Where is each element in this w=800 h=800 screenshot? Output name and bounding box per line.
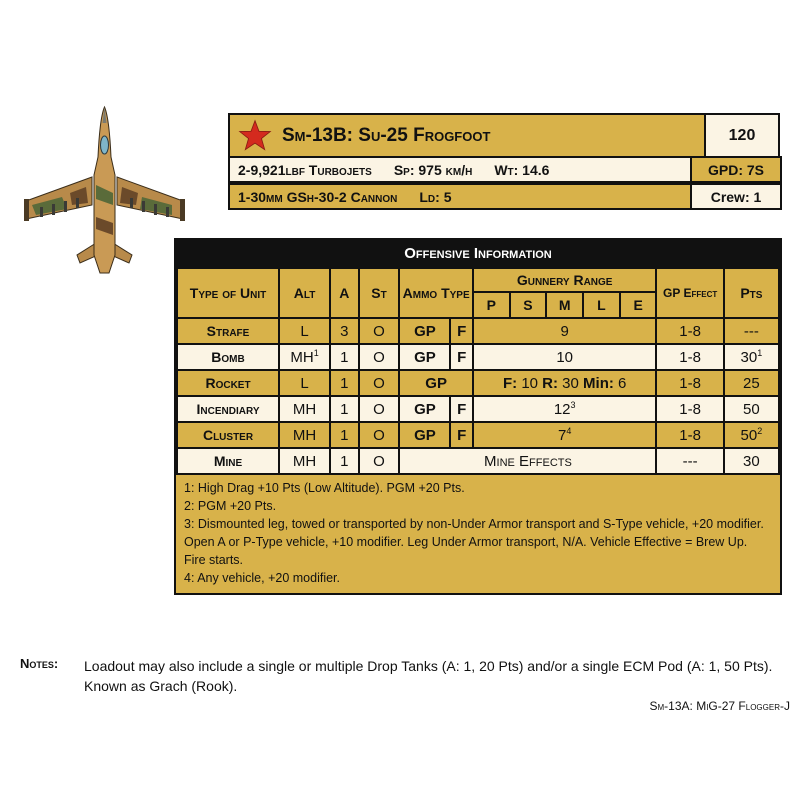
row-pts (724, 422, 779, 448)
row-range (473, 422, 657, 448)
weight-label: Wt: 14.6 (494, 161, 550, 178)
row-a: 1 (330, 344, 359, 370)
notes-text: Loadout may also include a single or multiple Drop Tanks (A: 1, 20 Pts) and/or a single ECM Pod (A: 1, 50 Pts). Known as Grach (Rook). (84, 658, 773, 694)
row-alt: MH (279, 448, 330, 474)
row-st: O (359, 318, 400, 344)
row-st: O (359, 396, 400, 422)
header-gp-effect: GP Effect (656, 268, 723, 318)
gun-label: 1-30mm GSh-30-2 Cannon (238, 188, 398, 205)
range-f-label: F: (502, 374, 518, 392)
range-col-e: E (620, 292, 657, 318)
header-st: St (359, 268, 400, 318)
row-alt: MH (279, 396, 330, 422)
row-mine-effects: Mine Effects (399, 448, 656, 474)
row-gp-effect: 1-8 (656, 422, 723, 448)
gun-loadout (228, 183, 692, 210)
footnote: 2: PGM +20 Pts. (184, 499, 277, 513)
row-range (473, 396, 657, 422)
engine-label: 2-9,921lbf Turbojets (238, 161, 372, 178)
row-range-value: 12 (553, 400, 571, 418)
aircraft-illustration (22, 105, 187, 277)
row-pts: 30 (724, 448, 779, 474)
table-row (177, 396, 779, 422)
footnote-ref: 4 (566, 425, 572, 436)
ld-label: Ld: 5 (419, 188, 452, 205)
row-alt (279, 344, 330, 370)
row-ammo-f: F (450, 344, 472, 370)
row-ammo-gp: GP (399, 344, 450, 370)
row-pts (724, 344, 779, 370)
row-a: 1 (330, 370, 359, 396)
row-pts: 25 (724, 370, 779, 396)
footnote: 4: Any vehicle, +20 modifier. (184, 571, 340, 585)
offensive-title: Offensive Information (176, 240, 780, 267)
offensive-information-panel (174, 238, 782, 595)
range-min-label: Min: (583, 374, 614, 392)
variant-reference: Sm-13A: MiG-27 Flogger-J (649, 699, 790, 713)
row-range: 10 (473, 344, 657, 370)
row-ammo-f: F (450, 422, 472, 448)
row-gp-effect: 1-8 (656, 344, 723, 370)
gpd-value: GPD: 7S (690, 156, 782, 183)
header-a: A (330, 268, 359, 318)
row-a: 1 (330, 422, 359, 448)
offensive-table (176, 267, 780, 475)
row-name: Strafe (177, 318, 279, 344)
engine-speed-weight (228, 156, 692, 183)
range-col-p: P (473, 292, 510, 318)
range-col-s: S (510, 292, 547, 318)
row-ammo-gp: GP (399, 370, 472, 396)
row-name: Cluster (177, 422, 279, 448)
footnote-ref: 1 (313, 347, 319, 358)
footnote: 1: High Drag +10 Pts (Low Altitude). PGM +20 Pts. (184, 481, 465, 495)
row-ammo-gp: GP (399, 318, 450, 344)
row-ammo-gp: GP (399, 396, 450, 422)
row-name: Incendiary (177, 396, 279, 422)
row-pts: 50 (724, 396, 779, 422)
unit-title-cell (228, 113, 706, 158)
row-ammo-gp: GP (399, 422, 450, 448)
footnote-ref: 1 (757, 347, 763, 358)
row-st: O (359, 448, 400, 474)
unit-header (228, 113, 782, 213)
row-range-value: 7 (557, 426, 567, 444)
row-gp-effect: --- (656, 448, 723, 474)
header-type-of-unit: Type of Unit (177, 268, 279, 318)
row-alt: L (279, 370, 330, 396)
row-range: 9 (473, 318, 657, 344)
range-r-value: 30 (562, 374, 579, 392)
row-a: 1 (330, 396, 359, 422)
range-r-label: R: (542, 374, 558, 392)
row-alt: MH (279, 422, 330, 448)
range-min-value: 6 (618, 374, 627, 392)
unit-cost: 120 (704, 113, 780, 158)
table-row (177, 318, 779, 344)
row-st: O (359, 344, 400, 370)
row-pts-value: 30 (740, 348, 758, 366)
row-ammo-f: F (450, 396, 472, 422)
speed-label: Sp: 975 km/h (393, 161, 473, 178)
row-st: O (359, 422, 400, 448)
table-row (177, 448, 779, 474)
row-gp-effect: 1-8 (656, 318, 723, 344)
row-gp-effect: 1-8 (656, 396, 723, 422)
footnote: 3: Dismounted leg, towed or transported by non-Under Armor transport and S-Type vehicle, +20 modifier. Open A or P-Type vehicle, +10 modifier. Leg Under Armor transport, N/A. Vehicle Effective = Brew Up. Fire starts. (184, 517, 764, 567)
row-a: 3 (330, 318, 359, 344)
row-pts-value: 50 (740, 426, 758, 444)
table-row (177, 344, 779, 370)
row-pts: --- (724, 318, 779, 344)
range-f-value: 10 (521, 374, 538, 392)
row-name: Bomb (177, 344, 279, 370)
notes-label: Notes: (20, 656, 59, 671)
row-a: 1 (330, 448, 359, 474)
range-col-m: M (546, 292, 583, 318)
row-st: O (359, 370, 400, 396)
crew-value: Crew: 1 (690, 183, 782, 210)
row-alt-value: MH (290, 348, 314, 366)
header-ammo-type: Ammo Type (399, 268, 472, 318)
table-row (177, 422, 779, 448)
footnotes (176, 475, 780, 593)
row-ammo-f: F (450, 318, 472, 344)
row-name: Mine (177, 448, 279, 474)
unit-title: Sm-13B: Su-25 Frogfoot (282, 124, 491, 146)
footnote-ref: 3 (570, 399, 576, 410)
header-gunnery-range: Gunnery Range (473, 268, 657, 292)
row-name: Rocket (177, 370, 279, 396)
red-star-icon (238, 119, 272, 153)
table-row (177, 370, 779, 396)
row-gp-effect: 1-8 (656, 370, 723, 396)
footnote-ref: 2 (757, 425, 763, 436)
row-alt: L (279, 318, 330, 344)
header-alt: Alt (279, 268, 330, 318)
header-pts: Pts (724, 268, 779, 318)
range-col-l: L (583, 292, 620, 318)
row-range-rocket (473, 370, 657, 396)
